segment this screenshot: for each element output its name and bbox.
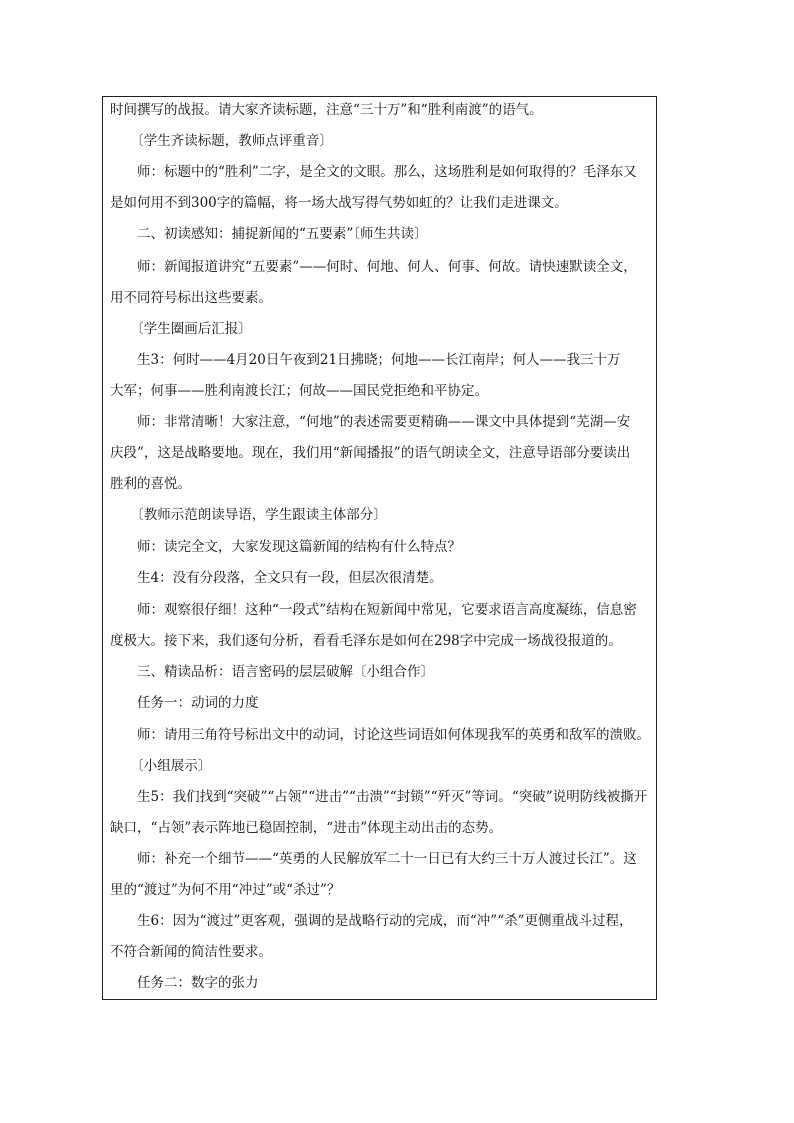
text-line: 师：非常清晰！大家注意，“何地”的表述需要更精确——课文中具体提到“芜湖—安: [110, 414, 631, 430]
task-heading: 任务二：数字的张力: [110, 975, 259, 991]
section-heading: 三、精读品析：语言密码的层层破解〔小组合作〕: [110, 664, 434, 680]
classroom-note: 〔小组展示〕: [110, 758, 212, 774]
classroom-note: 〔学生齐读标题，教师点评重音〕: [110, 133, 333, 149]
classroom-note: 〔学生圈画后汇报〕: [110, 321, 252, 337]
text-line: 师：补充一个细节——“英勇的人民解放军二十一日已有大约三十万人渡过长江”。这: [110, 851, 637, 867]
text-line: 用不同符号标出这些要素。: [110, 290, 272, 306]
text-line: 缺口，“占领”表示阵地已稳固控制，“进击”体现主动出击的态势。: [110, 820, 503, 836]
text-line: 度极大。接下来，我们逐句分析，看看毛泽东是如何在298字中完成一场战役报道的。: [110, 633, 622, 649]
text-line: 不符合新闻的简洁性要求。: [110, 944, 272, 960]
text-line: 里的“渡过”为何不用“冲过”或“杀过”？: [110, 882, 341, 898]
text-line: 大军；何事——胜利南渡长江；何故——国民党拒绝和平协定。: [110, 383, 488, 399]
text-line: 师：标题中的“胜利”二字，是全文的文眼。那么，这场胜利是如何取得的？毛泽东又: [110, 164, 637, 180]
text-line: 师：新闻报道讲究“五要素”——何时、何地、何人、何事、何故。请快速默读全文，: [110, 259, 637, 275]
text-line: 胜利的喜悦。: [110, 476, 191, 492]
text-line: 庆段”，这是战略要地。现在，我们用“新闻播报”的语气朗读全文，注意导语部分要读出: [110, 445, 631, 461]
text-line: 师：观察很仔细！这种“一段式”结构在短新闻中常见，它要求语言高度凝练，信息密: [110, 602, 637, 618]
text-line: 生3：何时——4月20日午夜到21日拂晓；何地——长江南岸；何人——我三十万: [110, 352, 621, 368]
text-line: 生6：因为“渡过”更客观，强调的是战略行动的完成，而“冲”“杀”更侧重战斗过程，: [110, 913, 633, 929]
task-heading: 任务一：动词的力度: [110, 695, 259, 711]
text-line: 师：读完全文，大家发现这篇新闻的结构有什么特点？: [110, 539, 461, 555]
text-line: 师：请用三角符号标出文中的动词，讨论这些词语如何体现我军的英勇和敌军的溃败。: [110, 727, 650, 743]
classroom-note: 〔教师示范朗读导语，学生跟读主体部分〕: [110, 507, 387, 523]
text-line: 生4：没有分段落，全文只有一段，但层次很清楚。: [110, 570, 443, 586]
text-line: 是如何用不到300字的篇幅，将一场大战写得气势如虹的？让我们走进课文。: [110, 195, 568, 211]
section-heading: 二、初读感知：捕捉新闻的“五要素”〔师生共读〕: [110, 226, 428, 242]
text-line: 生5：我们找到“突破”“占领”“进击”“击溃”“封锁”“歼灭”等词。“突破”说明防线被撕开: [110, 789, 648, 805]
text-line: 时间撰写的战报。请大家齐读标题，注意“三十万”和“胜利南渡”的语气。: [110, 102, 543, 118]
